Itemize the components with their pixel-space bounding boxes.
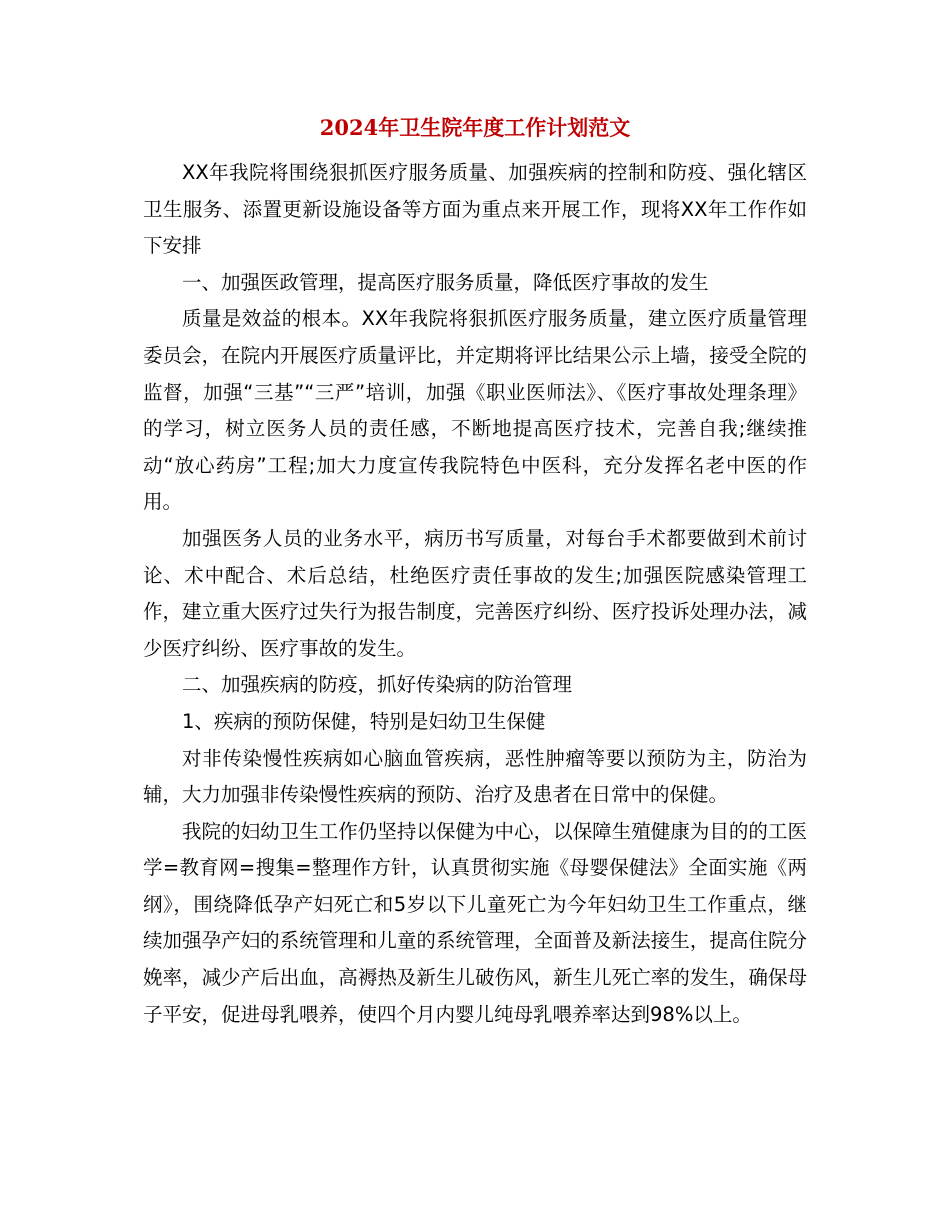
paragraph-intro: XX年我院将围绕狠抓医疗服务质量、加强疾病的控制和防疫、强化辖区卫生服务、添置更新设施设备等方面为重点来开展工作，现将XX年工作作如下安排 [143,161,807,258]
subsection-heading-1: 1、疾病的预防保健，特别是妇幼卫生保健 [182,709,546,733]
paragraph-quality: 质量是效益的根本。XX年我院将狠抓医疗服务质量，建立医疗质量管理委员会，在院内开展医疗质量评比，并定期将评比结果公示上墙，接受全院的监督，加强“三基”“三严”培训，加强《职业医师法》、《医疗事故处理条理》的学习，树立医务人员的责任感，不断地提高医疗技术，完善自我;继续推动“放心药房”工程;加大力度宣传我院特色中医科，充分发挥名老中医的作用。 [143,307,807,514]
paragraph-maternal-child: 我院的妇幼卫生工作仍坚持以保健为中心，以保障生殖健康为目的的工医学=教育网=搜集=整理作方针，认真贯彻实施《母婴保健法》全面实施《两纲》，围绕降低孕产妇死亡和5岁以下儿童死亡为今年妇幼卫生工作重点，继续加强孕产妇的系统管理和儿童的系统管理，全面普及新法接生，提高住院分娩率，减少产后出血，高褥热及新生儿破伤风，新生儿死亡率的发生，确保母子平安，促进母乳喂养，使四个月内婴儿纯母乳喂养率达到98%以上。 [143,819,807,1026]
document-title: 2024年卫生院年度工作计划范文 [319,115,631,140]
paragraph-chronic-disease: 对非传染慢性疾病如心脑血管疾病，恶性肿瘤等要以预防为主，防治为辅，大力加强非传染慢性疾病的预防、治疗及患者在日常中的保健。 [143,746,807,807]
section-heading-2: 二、加强疾病的防疫，抓好传染病的防治管理 [182,673,573,697]
paragraph-staff-skills: 加强医务人员的业务水平，病历书写质量，对每台手术都要做到术前讨论、术中配合、术后总结，杜绝医疗责任事故的发生;加强医院感染管理工作，建立重大医疗过失行为报告制度，完善医疗纠纷、医疗投诉处理办法，减少医疗纠纷、医疗事故的发生。 [143,526,807,660]
section-heading-1: 一、加强医政管理，提高医疗服务质量，降低医疗事故的发生 [182,270,709,294]
document-body [143,155,807,1033]
